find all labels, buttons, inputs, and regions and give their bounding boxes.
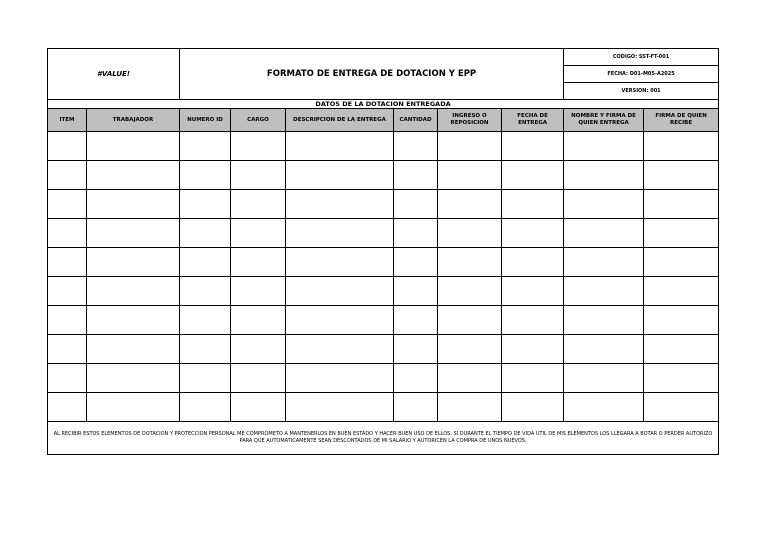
table-cell[interactable]	[644, 248, 719, 277]
fecha-cell: FECHA: D01-M05-A2025	[564, 66, 719, 83]
table-cell[interactable]	[180, 364, 231, 393]
table-cell[interactable]	[438, 306, 502, 335]
table-cell[interactable]	[438, 277, 502, 306]
table-cell[interactable]	[87, 306, 180, 335]
table-cell[interactable]	[231, 190, 286, 219]
table-row	[48, 306, 719, 335]
table-cell[interactable]	[87, 393, 180, 422]
footer-note: AL RECIBIR ESTOS ELEMENTOS DE DOTACION Y PROTECCION PERSONAL ME COMPROMETO A MANTENERLOS EN BUEN ESTADO Y HACER BUEN USO DE ELLOS, SI DURANTE EL TIEMPO DE VIDA UTIL DE MIS ELEMENTOS LOS LLEGARA A BOTAR O PERDER AUTORIZO PARA QUE AUTOMATICAMENTE SEAN DESCONTADOS DE MI SALARIO Y AUTORICEN LA COMPRA DE UNOS NUEVOS.	[48, 422, 719, 455]
table-cell[interactable]	[48, 248, 87, 277]
table-cell[interactable]	[180, 132, 231, 161]
table-cell[interactable]	[502, 190, 564, 219]
table-cell[interactable]	[394, 132, 438, 161]
table-cell[interactable]	[286, 219, 394, 248]
table-cell[interactable]	[644, 364, 719, 393]
table-cell[interactable]	[564, 364, 644, 393]
table-cell[interactable]	[286, 161, 394, 190]
column-header-row	[48, 109, 719, 132]
table-cell[interactable]	[87, 161, 180, 190]
table-cell[interactable]	[502, 335, 564, 364]
column-header: NOMBRE Y FIRMA DE QUIEN ENTREGA	[564, 109, 644, 132]
table-cell[interactable]	[394, 219, 438, 248]
table-cell[interactable]	[438, 190, 502, 219]
table-cell[interactable]	[644, 132, 719, 161]
table-cell[interactable]	[438, 393, 502, 422]
codigo-cell: CODIGO: SST-FT-001	[564, 49, 719, 66]
table-cell[interactable]	[180, 393, 231, 422]
table-cell[interactable]	[502, 364, 564, 393]
table-cell[interactable]	[180, 277, 231, 306]
table-cell[interactable]	[564, 190, 644, 219]
table-cell[interactable]	[644, 335, 719, 364]
table-cell[interactable]	[48, 219, 87, 248]
table-cell[interactable]	[502, 161, 564, 190]
table-cell[interactable]	[180, 161, 231, 190]
table-cell[interactable]	[286, 132, 394, 161]
table-cell[interactable]	[564, 248, 644, 277]
table-cell[interactable]	[48, 364, 87, 393]
column-header: NUMERO ID	[180, 109, 231, 132]
table-cell[interactable]	[394, 248, 438, 277]
table-cell[interactable]	[502, 219, 564, 248]
logo-cell: #VALUE!	[48, 49, 180, 100]
column-header: FECHA DE ENTREGA	[502, 109, 564, 132]
table-cell[interactable]	[231, 306, 286, 335]
table-cell[interactable]	[48, 306, 87, 335]
table-cell[interactable]	[438, 364, 502, 393]
table-cell[interactable]	[286, 364, 394, 393]
table-cell[interactable]	[502, 132, 564, 161]
table-cell[interactable]	[564, 306, 644, 335]
table-cell[interactable]	[644, 306, 719, 335]
form-table	[47, 48, 719, 455]
table-cell[interactable]	[564, 393, 644, 422]
table-cell[interactable]	[394, 306, 438, 335]
table-cell[interactable]	[644, 277, 719, 306]
table-row	[48, 248, 719, 277]
table-cell[interactable]	[48, 132, 87, 161]
table-cell[interactable]	[87, 190, 180, 219]
table-cell[interactable]	[87, 219, 180, 248]
table-cell[interactable]	[564, 335, 644, 364]
table-cell[interactable]	[286, 335, 394, 364]
table-cell[interactable]	[87, 277, 180, 306]
column-header: CARGO	[231, 109, 286, 132]
table-cell[interactable]	[180, 335, 231, 364]
table-cell[interactable]	[48, 277, 87, 306]
table-cell[interactable]	[231, 132, 286, 161]
table-cell[interactable]	[286, 393, 394, 422]
table-cell[interactable]	[644, 219, 719, 248]
table-cell[interactable]	[48, 190, 87, 219]
table-cell[interactable]	[180, 306, 231, 335]
table-cell[interactable]	[564, 161, 644, 190]
table-cell[interactable]	[438, 335, 502, 364]
table-cell[interactable]	[438, 248, 502, 277]
entry-rows	[48, 132, 719, 422]
table-row	[48, 393, 719, 422]
table-cell[interactable]	[48, 161, 87, 190]
table-cell[interactable]	[286, 248, 394, 277]
table-cell[interactable]	[286, 190, 394, 219]
table-cell[interactable]	[564, 132, 644, 161]
table-cell[interactable]	[231, 277, 286, 306]
table-cell[interactable]	[286, 277, 394, 306]
table-cell[interactable]	[180, 219, 231, 248]
table-cell[interactable]	[48, 393, 87, 422]
delivery-form	[47, 48, 718, 455]
column-header: FIRMA DE QUIEN RECIBE	[644, 109, 719, 132]
column-header: CANTIDAD	[394, 109, 438, 132]
table-cell[interactable]	[644, 393, 719, 422]
column-header: TRABAJADOR	[87, 109, 180, 132]
table-cell[interactable]	[286, 306, 394, 335]
table-cell[interactable]	[231, 364, 286, 393]
column-header: DESCRIPCION DE LA ENTREGA	[286, 109, 394, 132]
table-cell[interactable]	[394, 277, 438, 306]
table-cell[interactable]	[502, 248, 564, 277]
table-row	[48, 219, 719, 248]
table-cell[interactable]	[231, 161, 286, 190]
version-cell: VERSION: 001	[564, 83, 719, 100]
form-title: FORMATO DE ENTREGA DE DOTACION Y EPP	[180, 49, 564, 100]
table-cell[interactable]	[564, 277, 644, 306]
table-row	[48, 277, 719, 306]
table-cell[interactable]	[87, 248, 180, 277]
table-row	[48, 132, 719, 161]
table-cell[interactable]	[87, 364, 180, 393]
table-cell[interactable]	[644, 190, 719, 219]
table-cell[interactable]	[438, 219, 502, 248]
table-cell[interactable]	[231, 393, 286, 422]
table-cell[interactable]	[502, 277, 564, 306]
table-row	[48, 190, 719, 219]
table-cell[interactable]	[87, 132, 180, 161]
table-cell[interactable]	[564, 219, 644, 248]
table-cell[interactable]	[231, 248, 286, 277]
table-cell[interactable]	[48, 335, 87, 364]
table-cell[interactable]	[180, 190, 231, 219]
table-cell[interactable]	[502, 306, 564, 335]
section-title: DATOS DE LA DOTACION ENTREGADA	[48, 100, 719, 109]
table-cell[interactable]	[394, 364, 438, 393]
table-cell[interactable]	[231, 219, 286, 248]
table-cell[interactable]	[394, 393, 438, 422]
table-cell[interactable]	[394, 161, 438, 190]
table-cell[interactable]	[87, 335, 180, 364]
table-cell[interactable]	[394, 190, 438, 219]
table-cell[interactable]	[231, 335, 286, 364]
table-cell[interactable]	[644, 161, 719, 190]
table-row	[48, 335, 719, 364]
table-row	[48, 364, 719, 393]
table-cell[interactable]	[438, 161, 502, 190]
table-cell[interactable]	[394, 335, 438, 364]
table-cell[interactable]	[502, 393, 564, 422]
table-cell[interactable]	[180, 248, 231, 277]
column-header: ITEM	[48, 109, 87, 132]
column-header: INGRESO O REPOSICION	[438, 109, 502, 132]
table-cell[interactable]	[438, 132, 502, 161]
table-row	[48, 161, 719, 190]
